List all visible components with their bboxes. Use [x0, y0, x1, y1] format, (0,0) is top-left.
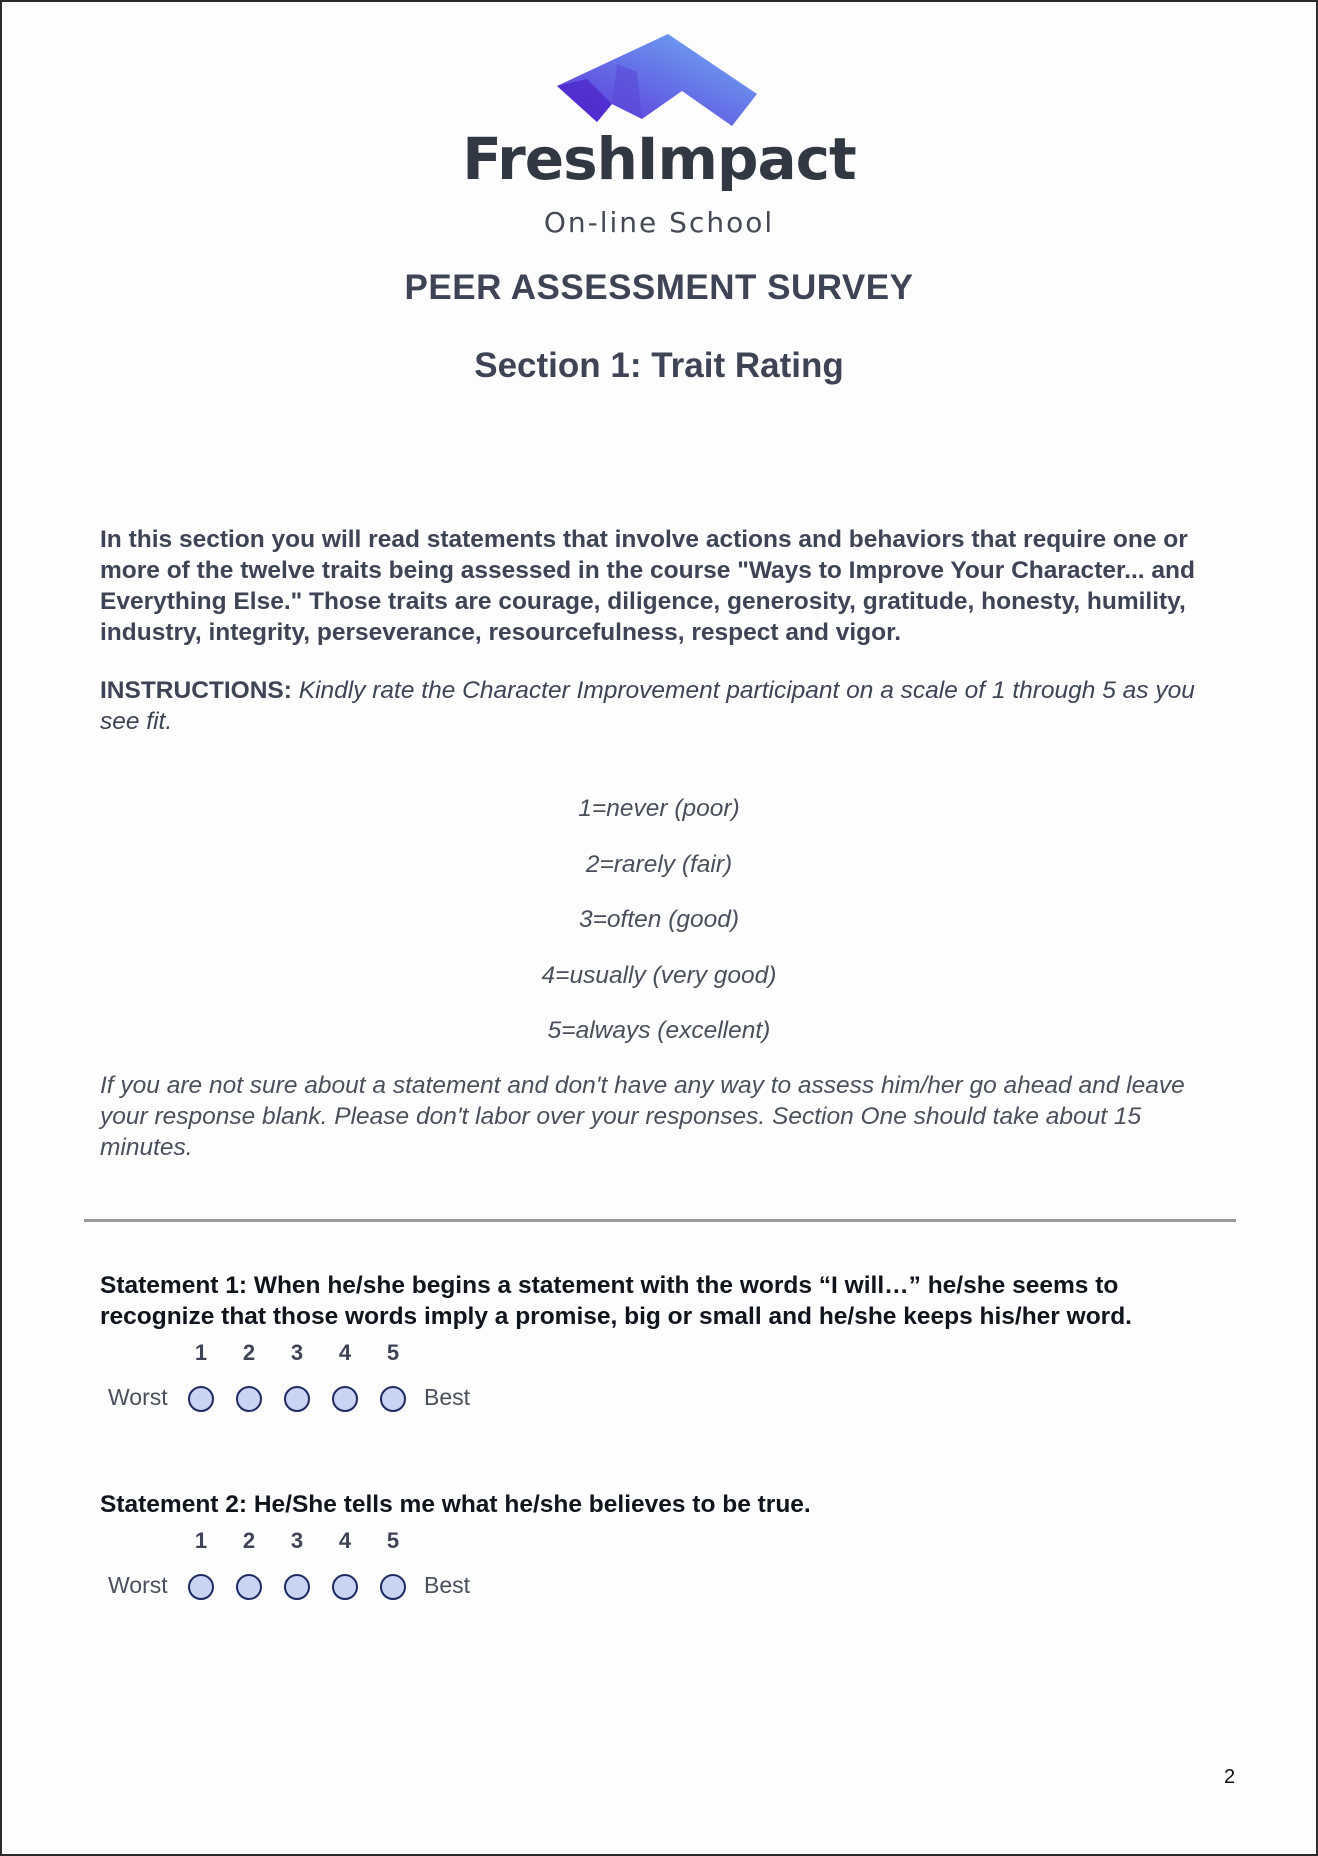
brand-name: FreshImpact: [462, 125, 856, 193]
instructions-paragraph: [100, 675, 1220, 737]
rating-number: 2: [242, 1528, 256, 1553]
rating-number: 3: [290, 1528, 304, 1553]
brand-subtitle: On-line School: [543, 206, 775, 239]
rating-number: 1: [194, 1340, 208, 1365]
rating-radio-1[interactable]: [188, 1386, 214, 1412]
statement-1: [100, 1270, 1230, 1422]
statement-text: Statement 2: He/She tells me what he/she believes to be true.: [100, 1491, 811, 1518]
rating-scale-legend: [2, 792, 1316, 1070]
section-divider: [84, 1219, 1236, 1222]
school-logo: [2, 2, 1316, 242]
best-label: Best: [424, 1572, 471, 1598]
survey-title: PEER ASSESSMENT SURVEY: [404, 268, 914, 307]
intro-paragraph: In this section you will read statements that involve actions and behaviors that require one or more of the twelve traits being assessed in the course "Ways to Improve Your Character... and Everything Else." Those traits are courage, diligence, generosity, gratitude, honesty, humility, industry, integrity, perseverance, resourcefulness, respect and vigor.: [100, 526, 1195, 646]
note-paragraph: If you are not sure about a statement and don't have any way to assess him/her go ahead and leave your response blank. Please don't labor over your responses. Section One should take about 15 minutes.: [100, 1072, 1185, 1161]
statement-text: Statement 1: When he/she begins a statement with the words “I will…” he/she seems to recognize that those words imply a promise, big or small and he/she keeps his/her word.: [100, 1272, 1132, 1330]
worst-label: Worst: [108, 1384, 168, 1410]
rating-number: 3: [290, 1340, 304, 1365]
worst-label: Worst: [108, 1572, 168, 1598]
instructions-label: INSTRUCTIONS:: [100, 677, 292, 704]
rating-radio-5[interactable]: [380, 1386, 406, 1412]
scale-item: 5=always (excellent): [547, 1017, 771, 1044]
logo-mark-icon: [557, 34, 767, 130]
scale-item: 4=usually (very good): [541, 961, 777, 989]
rating-radio-4[interactable]: [332, 1574, 358, 1600]
rating-number: 1: [194, 1528, 208, 1553]
section-title: Section 1: Trait Rating: [474, 346, 844, 385]
rating-number: 4: [338, 1340, 352, 1365]
rating-number: 4: [338, 1528, 352, 1553]
rating-radio-2[interactable]: [236, 1386, 262, 1412]
statement-2: [100, 1489, 1230, 1610]
rating-scale: [100, 1332, 1230, 1422]
scale-item: 1=never (poor): [578, 795, 740, 822]
rating-radio-5[interactable]: [380, 1574, 406, 1600]
page-number: 2: [1224, 1766, 1236, 1788]
rating-radio-2[interactable]: [236, 1574, 262, 1600]
instructions-text: Kindly rate the Character Improvement participant on a scale of 1 through 5 as you see fit.: [100, 677, 1195, 735]
scale-item: 2=rarely (fair): [585, 850, 733, 878]
rating-radio-4[interactable]: [332, 1386, 358, 1412]
rating-radio-1[interactable]: [188, 1574, 214, 1600]
rating-number: 5: [386, 1340, 400, 1365]
scale-item: 3=often (good): [578, 906, 740, 933]
rating-number: 2: [242, 1340, 256, 1365]
rating-scale: [100, 1520, 1230, 1610]
rating-radio-3[interactable]: [284, 1386, 310, 1412]
best-label: Best: [424, 1384, 471, 1410]
rating-radio-3[interactable]: [284, 1574, 310, 1600]
rating-number: 5: [386, 1528, 400, 1553]
